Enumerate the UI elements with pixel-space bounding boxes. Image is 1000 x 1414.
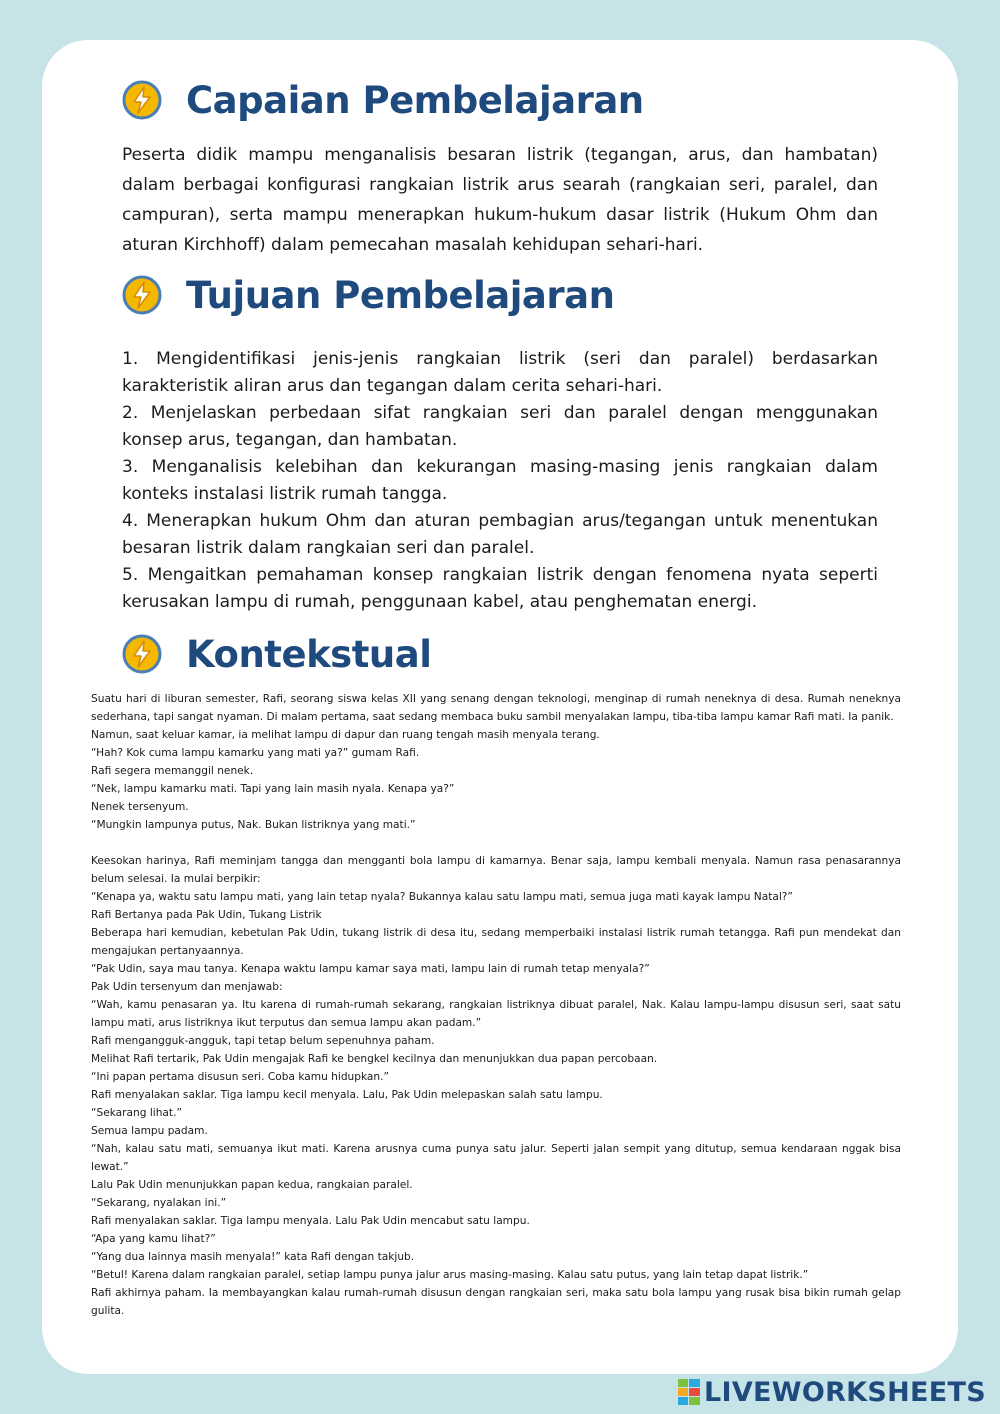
section-title: Kontekstual <box>186 632 432 676</box>
lightning-bolt-icon <box>122 634 162 674</box>
logo-text: LIVEWORKSHEETS <box>703 1376 986 1408</box>
objectives-list <box>122 346 878 616</box>
story-text <box>91 690 901 1320</box>
capaian-text: Peserta didik mampu menganalisis besaran listrik (tegangan, arus, dan hambatan) dalam berbagai konfigurasi rangkaian listrik arus searah (rangkaian seri, paralel, dan campuran), serta mampu menerapkan hukum-hukum dasar listrik (Hukum Ohm dan aturan Kirchhoff) dalam pemecahan masalah kehidupan sehari-hari. <box>122 145 878 255</box>
story-paragraph: “Nah, kalau satu mati, semuanya ikut mati. Karena arusnya cuma punya satu jalur. Seperti jalan sempit yang ditutup, semua kendaraan nggak bisa lewat.” <box>91 1143 901 1173</box>
story-paragraph: “Betul! Karena dalam rangkaian paralel, setiap lampu punya jalur arus masing-masing. Kalau satu putus, yang lain tetap dapat listrik.” <box>91 1269 809 1281</box>
story-paragraph: “Hah? Kok cuma lampu kamarku yang mati ya?” gumam Rafi. <box>91 747 420 759</box>
story-paragraph: “Pak Udin, saya mau tanya. Kenapa waktu lampu kamar saya mati, lampu lain di rumah tetap menyala?” <box>91 963 650 975</box>
story-paragraph: Namun, saat keluar kamar, ia melihat lampu di dapur dan ruang tengah masih menyala terang. <box>91 729 600 741</box>
story-paragraph: Rafi mengangguk-angguk, tapi tetap belum sepenuhnya paham. <box>91 1035 435 1047</box>
liveworksheets-logo[interactable] <box>678 1374 986 1410</box>
story-paragraph: “Mungkin lampunya putus, Nak. Bukan listriknya yang mati.” <box>91 819 416 831</box>
section-header-kontekstual <box>122 626 431 682</box>
story-paragraph: “Yang dua lainnya masih menyala!” kata Rafi dengan takjub. <box>91 1251 415 1263</box>
story-paragraph: “Apa yang kamu lihat?” <box>91 1233 216 1245</box>
story-paragraph: “Nek, lampu kamarku mati. Tapi yang lain masih nyala. Kenapa ya?” <box>91 783 455 795</box>
story-paragraph: Keesokan harinya, Rafi meminjam tangga dan mengganti bola lampu di kamarnya. Benar saja, lampu kembali menyala. Namun rasa penasarannya belum selesai. Ia mulai berpikir: <box>91 855 901 885</box>
story-paragraph: Suatu hari di liburan semester, Rafi, seorang siswa kelas XII yang senang dengan teknologi, menginap di rumah neneknya di desa. Rumah neneknya sederhana, tapi sangat nyaman. Di malam pertama, saat sedang membaca buku sambil menyalakan lampu, tiba-tiba lampu kamar Rafi mati. Ia panik. <box>91 693 901 723</box>
objective-item: 2. Menjelaskan perbedaan sifat rangkaian seri dan paralel dengan menggunakan konsep arus, tegangan, dan hambatan. <box>122 403 878 450</box>
story-paragraph: Semua lampu padam. <box>91 1125 208 1137</box>
objective-item: 4. Menerapkan hukum Ohm dan aturan pembagian arus/tegangan untuk menentukan besaran listrik dalam rangkaian seri dan paralel. <box>122 511 878 558</box>
story-paragraph: “Sekarang lihat.” <box>91 1107 182 1119</box>
story-paragraph: Rafi Bertanya pada Pak Udin, Tukang Listrik <box>91 909 322 921</box>
story-paragraph: Rafi menyalakan saklar. Tiga lampu kecil menyala. Lalu, Pak Udin melepaskan salah satu lampu. <box>91 1089 603 1101</box>
story-paragraph: Rafi segera memanggil nenek. <box>91 765 254 777</box>
lightning-bolt-icon <box>122 275 162 315</box>
objective-item: 1. Mengidentifikasi jenis-jenis rangkaian listrik (seri dan paralel) berdasarkan karakteristik aliran arus dan tegangan dalam cerita sehari-hari. <box>122 349 878 396</box>
story-paragraph: Rafi akhirnya paham. Ia membayangkan kalau rumah-rumah disusun dengan rangkaian seri, maka satu bola lampu yang rusak bisa bikin rumah gelap gulita. <box>91 1287 901 1317</box>
lightning-bolt-icon <box>122 80 162 120</box>
section-title: Tujuan Pembelajaran <box>186 273 615 317</box>
objective-item: 5. Mengaitkan pemahaman konsep rangkaian listrik dengan fenomena nyata seperti kerusakan lampu di rumah, penggunaan kabel, atau penghematan energi. <box>122 565 878 612</box>
story-paragraph: “Kenapa ya, waktu satu lampu mati, yang lain tetap nyala? Bukannya kalau satu lampu mati, semua juga mati kayak lampu Natal?” <box>91 891 793 903</box>
section-header-tujuan <box>122 267 614 323</box>
story-paragraph: “Sekarang, nyalakan ini.” <box>91 1197 227 1209</box>
story-paragraph: Nenek tersenyum. <box>91 801 189 813</box>
liveworksheets-mark-icon <box>678 1379 700 1405</box>
story-paragraph: Melihat Rafi tertarik, Pak Udin mengajak Rafi ke bengkel kecilnya dan menunjukkan dua papan percobaan. <box>91 1053 658 1065</box>
story-paragraph: “Wah, kamu penasaran ya. Itu karena di rumah-rumah sekarang, rangkaian listriknya dibuat paralel, Nak. Kalau lampu-lampu disusun seri, saat satu lampu mati, arus listriknya ikut terputus dan semua lampu akan padam.” <box>91 999 901 1029</box>
story-paragraph: “Ini papan pertama disusun seri. Coba kamu hidupkan.” <box>91 1071 389 1083</box>
story-paragraph: Pak Udin tersenyum dan menjawab: <box>91 981 283 993</box>
story-paragraph: Rafi menyalakan saklar. Tiga lampu menyala. Lalu Pak Udin mencabut satu lampu. <box>91 1215 530 1227</box>
story-paragraph: Beberapa hari kemudian, kebetulan Pak Udin, tukang listrik di desa itu, sedang memperbaiki instalasi listrik rumah tetangga. Rafi pun mendekat dan mengajukan pertanyaannya. <box>91 927 901 957</box>
objective-item: 3. Menganalisis kelebihan dan kekurangan masing-masing jenis rangkaian dalam konteks instalasi listrik rumah tangga. <box>122 457 878 504</box>
section-title: Capaian Pembelajaran <box>186 78 644 122</box>
story-paragraph: Lalu Pak Udin menunjukkan papan kedua, rangkaian paralel. <box>91 1179 413 1191</box>
section-header-capaian <box>122 72 644 128</box>
